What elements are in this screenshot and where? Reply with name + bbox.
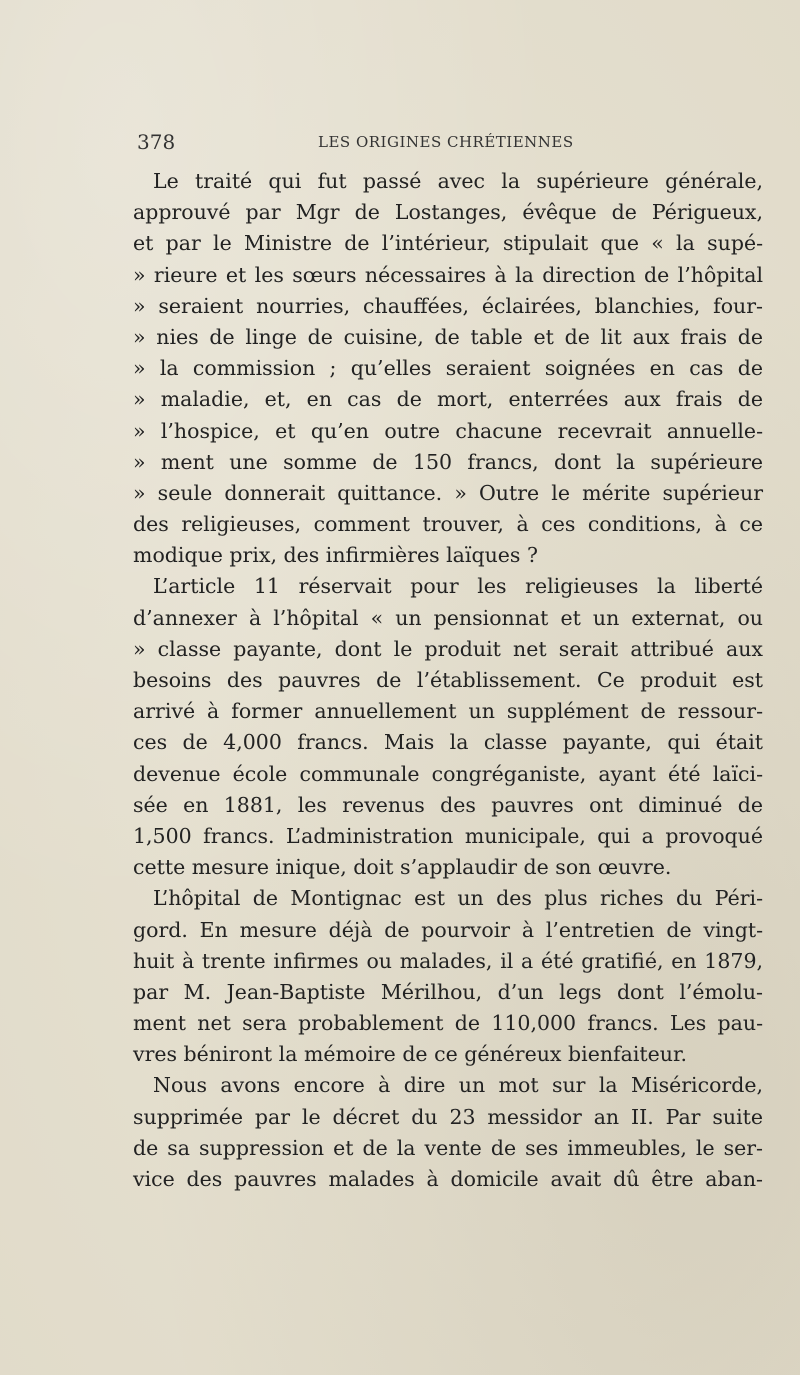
text-line: huit à trente infirmes ou malades, il a été gratifié, en 1879, xyxy=(133,948,763,973)
body-text xyxy=(133,166,763,1195)
text-line: » seraient nourries, chauffées, éclairées, blanchies, four- xyxy=(133,293,763,318)
text-line: » maladie, et, en cas de mort, enterrées aux frais de xyxy=(133,387,763,412)
text-line: modique prix, des infirmières laïques ? xyxy=(133,543,538,568)
text-line: Le traité qui fut passé avec la supérieure générale, xyxy=(153,169,763,193)
text-line: vres béniront la mémoire de ce généreux bienfaiteur. xyxy=(133,1042,688,1067)
text-line: besoins des pauvres de l’établissement. Ce produit est xyxy=(133,668,763,692)
page-number: 378 xyxy=(137,130,176,154)
text-line: devenue école communale congréganiste, ayant été laïci- xyxy=(133,761,763,786)
page-header xyxy=(137,128,760,158)
text-line: ment net sera probablement de 110,000 francs. Les pau- xyxy=(133,1011,763,1036)
text-line: des religieuses, comment trouver, à ces conditions, à ce xyxy=(133,512,763,537)
text-line: L’article 11 réservait pour les religieuses la liberté xyxy=(153,574,763,599)
text-line: par M. Jean-Baptiste Mérilhou, d’un legs dont l’émolu- xyxy=(133,979,763,1004)
text-line: ces de 4,000 francs. Mais la classe payante, qui était xyxy=(133,730,763,755)
text-line: approuvé par Mgr de Lostanges, évêque de Périgueux, xyxy=(133,200,763,225)
text-line: sée en 1881, les revenus des pauvres ont diminué de xyxy=(133,792,763,817)
text-line: » seule donnerait quittance. » Outre le mérite supérieur xyxy=(133,480,763,505)
running-title: LES ORIGINES CHRÉTIENNES xyxy=(318,133,574,151)
text-line: » rieure et les sœurs nécessaires à la direction de l’hôpital xyxy=(133,262,763,287)
text-line: » la commission ; qu’elles seraient soignées en cas de xyxy=(133,356,763,381)
text-line: 1,500 francs. L’administration municipale, qui a provoqué xyxy=(133,823,763,848)
text-line: cette mesure inique, doit s’applaudir de son œuvre. xyxy=(133,855,672,880)
text-line: » l’hospice, et qu’en outre chacune recevrait annuelle- xyxy=(133,418,763,443)
text-line: d’annexer à l’hôpital « un pensionnat et un externat, ou xyxy=(133,605,763,630)
text-line: arrivé à former annuellement un supplément de ressour- xyxy=(133,699,763,724)
text-line: de sa suppression et de la vente de ses immeubles, le ser- xyxy=(133,1135,763,1160)
text-line: Nous avons encore à dire un mot sur la Miséricorde, xyxy=(153,1073,763,1098)
text-line: » classe payante, dont le produit net serait attribué aux xyxy=(133,636,763,661)
text-line: supprimée par le décret du 23 messidor an II. Par suite xyxy=(133,1104,763,1129)
text-line: » ment une somme de 150 francs, dont la supérieure xyxy=(133,449,763,474)
text-line: et par le Ministre de l’intérieur, stipulait que « la supé- xyxy=(133,231,763,256)
text-line: vice des pauvres malades à domicile avait dû être aban- xyxy=(133,1167,763,1191)
text-line: gord. En mesure déjà de pourvoir à l’entretien de vingt- xyxy=(133,917,763,942)
text-line: » nies de linge de cuisine, de table et de lit aux frais de xyxy=(133,324,763,349)
text-line: L’hôpital de Montignac est un des plus riches du Péri- xyxy=(153,886,763,911)
